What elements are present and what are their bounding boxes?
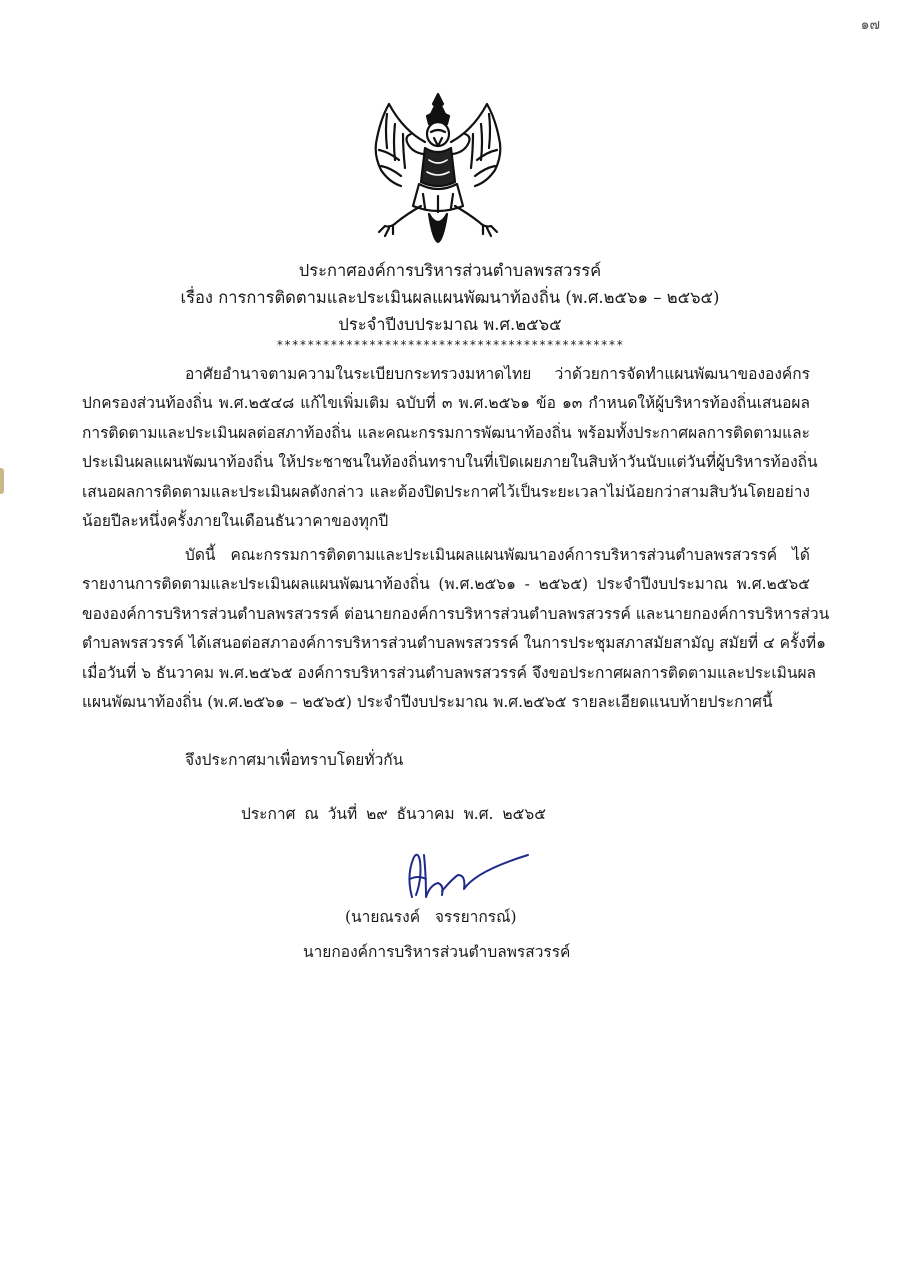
scan-binding-mark [0, 468, 4, 494]
header-separator: ********************************************* [276, 338, 624, 352]
announcement-issuer: ประกาศองค์การบริหารส่วนตำบลพรสวรรค์ [298, 261, 602, 280]
announcement-fiscal-year: ประจำปีงบประมาณ พ.ศ.๒๕๖๕ [338, 315, 562, 334]
paragraph-line: น้อยปีละหนึ่งครั้งภายในเดือนธันวาคาของทุกปี [82, 512, 389, 531]
paragraph-line: การติดตามและประเมินผลต่อสภาท้องถิ่น และคณะกรรมการพัฒนาท้องถิ่น พร้อมทั้งประกาศผลการติดตามและ [82, 423, 810, 442]
paragraph-line: อาศัยอำนาจตามความในระเบียบกระทรวงมหาดไทย ว่าด้วยการจัดทำแผนพัฒนาขององค์กร [185, 365, 810, 383]
paragraph-authority [82, 360, 818, 536]
paragraph-line: เสนอผลการติดตามและประเมินผลดังกล่าว และต้องปิดประกาศไว้เป็นระยะเวลาไม่น้อยกว่าสามสิบวันโดยอย่าง [82, 482, 810, 501]
paragraph-line: ตำบลพรสวรรค์ ได้เสนอต่อสภาองค์การบริหารส่วนตำบลพรสวรรค์ ในการประชุมสภาสมัยสามัญ สมัยที่ ๔ ครั้งที่๑ [82, 634, 826, 653]
paragraph-line: ขององค์การบริหารส่วนตำบลพรสวรรค์ ต่อนายกองค์การบริหารส่วนตำบลพรสวรรค์ และนายกองค์การบริหารส่วน [82, 604, 830, 623]
page-number: ๑๗ [860, 17, 880, 33]
signer-title: นายกองค์การบริหารส่วนตำบลพรสวรรค์ [303, 943, 571, 961]
announcement-subject: เรื่อง การการติดตามและประเมินผลแผนพัฒนาท้องถิ่น (พ.ศ.๒๕๖๑ – ๒๕๖๕) [180, 288, 720, 307]
signature-icon [396, 845, 531, 905]
announcement-date: ประกาศ ณ วันที่ ๒๙ ธันวาคม พ.ศ. ๒๕๖๕ [241, 805, 546, 823]
paragraph-line: ประเมินผลแผนพัฒนาท้องถิ่น ให้ประชาชนในท้องถิ่นทราบในที่เปิดเผยภายในสิบห้าวันนับแต่วันที่ผู้บริหารท้องถิ่น [82, 453, 818, 472]
paragraph-report [82, 541, 830, 717]
closing-statement: จึงประกาศมาเพื่อทราบโดยทั่วกัน [185, 751, 404, 769]
garuda-emblem-icon [363, 90, 513, 245]
paragraph-line: แผนพัฒนาท้องถิ่น (พ.ศ.๒๕๖๑ – ๒๕๖๕) ประจำปีงบประมาณ พ.ศ.๒๕๖๕ รายละเอียดแนบท้ายประกาศนี้ [82, 693, 773, 712]
paragraph-line: บัดนี้ คณะกรรมการติดตามและประเมินผลแผนพัฒนาองค์การบริหารส่วนตำบลพรสวรรค์ ได้ [185, 546, 810, 564]
paragraph-line: เมื่อวันที่ ๖ ธันวาคม พ.ศ.๒๕๖๕ องค์การบริหารส่วนตำบลพรสวรรค์ จึงขอประกาศผลการติดตามและประเมินผล [82, 663, 817, 682]
paragraph-line: รายงานการติดตามและประเมินผลแผนพัฒนาท้องถิ่น (พ.ศ.๒๕๖๑ - ๒๕๖๕) ประจำปีงบประมาณ พ.ศ.๒๕๖๕ [82, 575, 810, 594]
signer-name: (นายณรงค์ จรรยากรณ์) [345, 908, 517, 926]
paragraph-line: ปกครองส่วนท้องถิ่น พ.ศ.๒๕๔๘ แก้ไขเพิ่มเติม ฉบับที่ ๓ พ.ศ.๒๕๖๑ ข้อ ๑๓ กำหนดให้ผู้บริหารท้องถิ่นเสนอผล [82, 394, 810, 413]
announcement-header [0, 257, 900, 352]
